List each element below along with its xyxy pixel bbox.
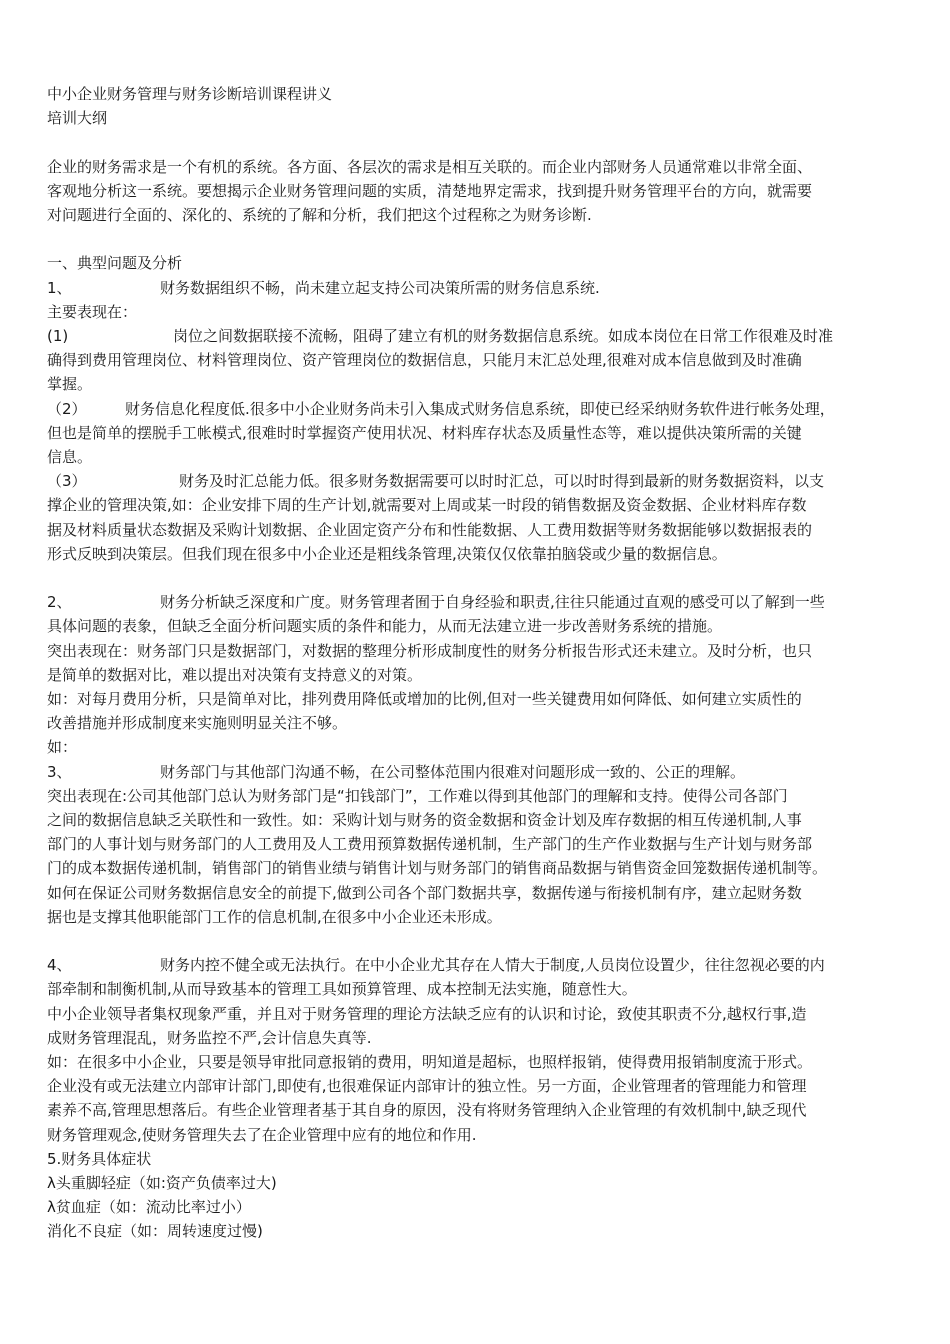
item2-line: 改善措施并形成制度来实施则明显关注不够。	[47, 714, 348, 733]
item1-p3-first	[47, 469, 907, 493]
item1-p3-line: 形式反映到决策层。但我们现在很多中小企业还是粗线条管理,决策仅仅依靠拍脑袋或少量的数据信息。	[47, 544, 727, 563]
item2-line: 具体问题的表象，但缺乏全面分析问题实质的条件和能力，从而无法建立进一步改善财务系统的措施。	[47, 617, 723, 636]
item4-line: 财务管理观念,使财务管理失去了在企业管理中应有的地位和作用.	[47, 1125, 477, 1144]
item1-p1-line: 掌握。	[47, 375, 93, 394]
item2-text: 财务分析缺乏深度和广度。财务管理者囿于自身经验和职责,往往只能通过直观的感受可以了解到一些	[160, 593, 825, 612]
item3-number: 3、	[47, 762, 72, 781]
item4-line: 成财务管理混乱，财务监控不严,会计信息失真等.	[47, 1028, 372, 1047]
spacer	[47, 227, 907, 251]
symptom-item: 消化不良症（如：周转速度过慢)	[47, 1222, 263, 1241]
item1-p2-first	[47, 397, 907, 421]
item3-line: 如何在保证公司财务数据信息安全的前提下,做到公司各个部门数据共享，数据传递与衔接机制有序，建立起财务数	[47, 883, 802, 902]
item1-p3-text: 财务及时汇总能力低。很多财务数据需要可以时时汇总，可以时时得到最新的财务数据资料，以支	[179, 472, 825, 491]
item1-p1-text: 岗位之间数据联接不流畅，阻碍了建立有机的财务数据信息系统。如成本岗位在日常工作很难及时准	[173, 327, 834, 345]
item1-p3-line: 撑企业的管理决策,如：企业安排下周的生产计划,就需要对上周或某一时段的销售数据及资金数据、企业材料库存数	[47, 496, 807, 515]
item2-number: 2、	[47, 593, 72, 612]
item2-line: 如：	[47, 738, 78, 757]
item1-intro: 主要表现在：	[47, 302, 138, 321]
doc-subtitle: 培训大纲	[47, 109, 108, 128]
item2-heading	[47, 590, 907, 614]
spacer	[47, 929, 907, 953]
doc-title: 中小企业财务管理与财务诊断培训课程讲义	[47, 85, 333, 103]
item1-p3-number: （3）	[47, 472, 87, 491]
intro-line: 企业的财务需求是一个有机的系统。各方面、各层次的需求是相互关联的。而企业内部财务人员通常难以非常全面、	[47, 157, 813, 176]
item3-line: 突出表现在:公司其他部门总认为财务部门是“扣钱部门”，工作难以得到其他部门的理解和支持。使得公司各部门	[47, 786, 788, 805]
item3-text: 财务部门与其他部门沟通不畅，在公司整体范围内很难对问题形成一致的、公正的理解。	[160, 762, 746, 781]
item1-p1-first	[47, 324, 907, 348]
item1-p3-line: 据及材料质量状态数据及采购计划数据、企业固定资产分布和性能数据、人工费用数据等财务数据能够以数据报表的	[47, 520, 813, 539]
document-page	[47, 82, 907, 1244]
item1-p2-number: （2）	[47, 399, 87, 418]
item1-p1-line: 确得到费用管理岗位、材料管理岗位、资产管理岗位的数据信息，只能月末汇总处理,很难对成本信息做到及时准确	[47, 351, 802, 370]
item1-text: 财务数据组织不畅，尚未建立起支持公司决策所需的财务信息系统.	[160, 278, 600, 297]
item3-line: 据也是支撑其他职能部门工作的信息机制,在很多中小企业还未形成。	[47, 907, 502, 926]
item2-line: 突出表现在：财务部门只是数据部门，对数据的整理分析形成制度性的财务分析报告形式还未建立。及时分析，也只	[47, 641, 813, 660]
item3-heading	[47, 760, 907, 784]
item1-p1-number: (1)	[47, 327, 69, 345]
item1-p2-line: 信息。	[47, 448, 93, 467]
item4-line: 部牵制和制衡机制,从而导致基本的管理工具如预算管理、成本控制无法实施，随意性大。	[47, 980, 637, 999]
item4-heading	[47, 953, 907, 977]
item3-line: 部门的人事计划与财务部门的人工费用及人工费用预算数据传递机制，生产部门的生产作业数据与生产计划与财务部	[47, 835, 813, 854]
item4-line: 中小企业领导者集权现象严重，并且对于财务管理的理论方法缺乏应有的认识和讨论，致使其职责不分,越权行事,造	[47, 1004, 807, 1023]
item4-number: 4、	[47, 956, 72, 975]
item1-p2-line: 但也是简单的摆脱手工帐模式,很难时时掌握资产使用状况、材料库存状态及质量性态等，难以提供决策所需的关键	[47, 423, 802, 442]
spacer	[47, 566, 907, 590]
item4-text: 财务内控不健全或无法执行。在中小企业尤其存在人情大于制度,人员岗位设置少，往往忽视必要的内	[160, 956, 825, 975]
symptom-item: λ头重脚轻症（如:资产负债率过大)	[47, 1174, 277, 1193]
item1-number: 1、	[47, 278, 72, 297]
intro-line: 客观地分析这一系统。要想揭示企业财务管理问题的实质，清楚地界定需求，找到提升财务管理平台的方向，就需要	[47, 181, 813, 200]
item3-line: 之间的数据信息缺乏关联性和一致性。如：采购计划与财务的资金数据和资金计划及库存数据的相互传递机制,人事	[47, 811, 802, 830]
item2-line: 如：对每月费用分析，只是简单对比，排列费用降低或增加的比例,但对一些关键费用如何降低、如何建立实质性的	[47, 690, 802, 709]
item2-line: 是简单的数据对比，难以提出对决策有支持意义的对策。	[47, 665, 423, 684]
item1-heading	[47, 276, 907, 300]
item3-line: 门的成本数据传递机制，销售部门的销售业绩与销售计划与财务部门的销售商品数据与销售资金回笼数据传递机制等。	[47, 859, 828, 878]
item1-p2-text: 财务信息化程度低.很多中小企业财务尚未引入集成式财务信息系统，即使已经采纳财务软件进行帐务处理，	[125, 399, 835, 418]
intro-line: 对问题进行全面的、深化的、系统的了解和分析，我们把这个过程称之为财务诊断.	[47, 206, 592, 224]
spacer	[47, 130, 907, 154]
item4-line: 如：在很多中小企业，只要是领导审批同意报销的费用，明知道是超标，也照样报销，使得费用报销制度流于形式。	[47, 1053, 813, 1072]
section-heading: 一、典型问题及分析	[47, 254, 183, 273]
symptom-item: λ贫血症（如：流动比率过小）	[47, 1198, 251, 1217]
item5-heading: 5.财务具体症状	[47, 1149, 152, 1168]
item4-line: 企业没有或无法建立内部审计部门,即使有,也很难保证内部审计的独立性。另一方面，企业管理者的管理能力和管理	[47, 1077, 807, 1096]
item4-line: 素养不高,管理思想落后。有些企业管理者基于其自身的原因，没有将财务管理纳入企业管理的有效机制中,缺乏现代	[47, 1101, 807, 1120]
